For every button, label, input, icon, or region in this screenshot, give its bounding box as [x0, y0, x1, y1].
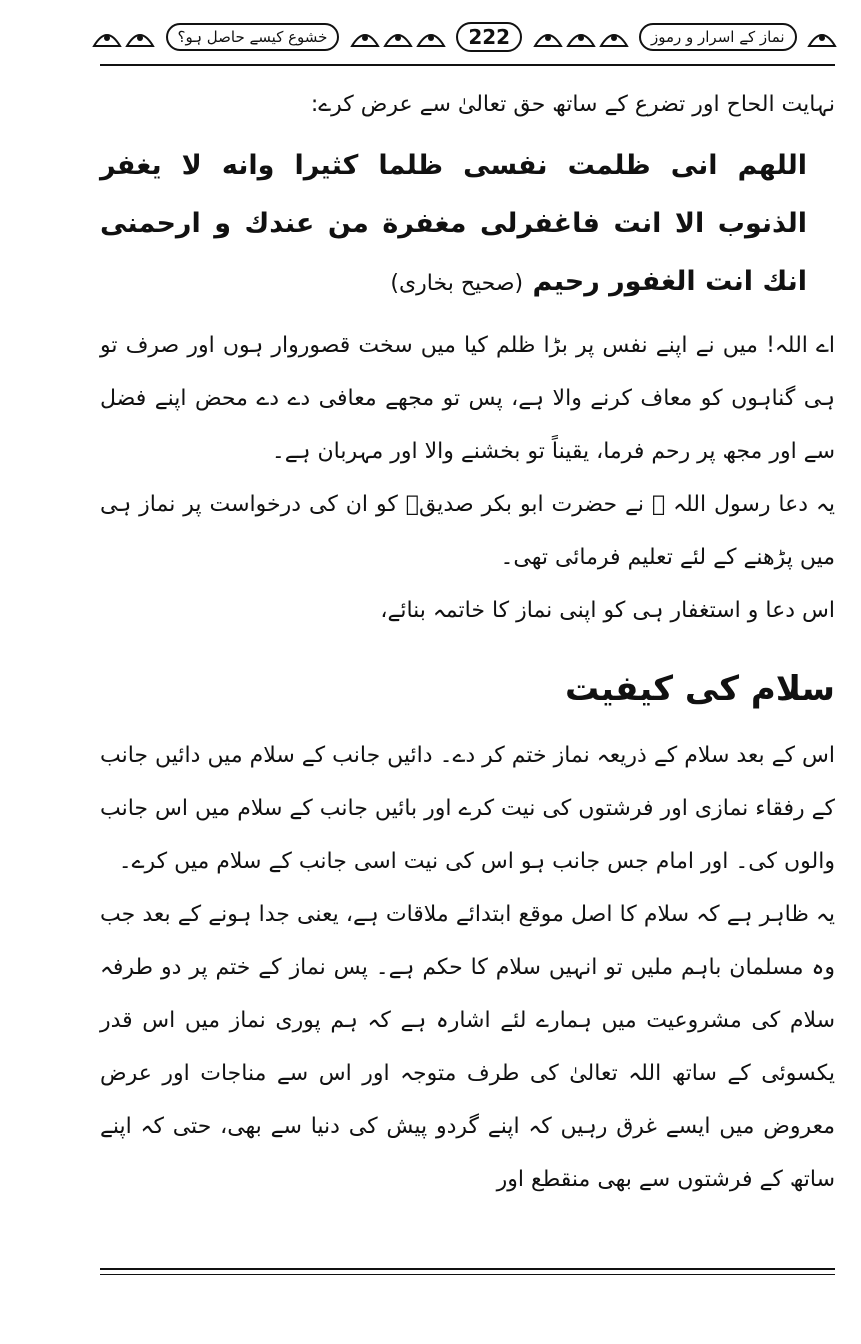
page-number: 222: [456, 22, 522, 52]
floral-ornament-icon: [350, 26, 380, 48]
ornament-row-left: [92, 26, 155, 48]
page-header: [92, 14, 837, 60]
paragraph-salam-method: اس کے بعد سلام کے ذریعہ نماز ختم کر دے۔ دائیں جانب کے سلام میں دائیں جانب کے رفقاء نمازی اور فرشتوں کی نیت کرے اور بائیں جانب کے سلام میں اس جانب والوں کی۔ اور امام جس جانب ہو اس کی نیت اسی جانب کے سلام میں کرے۔: [100, 743, 835, 874]
floral-ornament-icon: [566, 26, 596, 48]
ornament-row-right: [807, 26, 837, 48]
section-heading: سلام کی کیفیت: [564, 669, 835, 709]
floral-ornament-icon: [599, 26, 629, 48]
footer-divider: [100, 1268, 835, 1270]
arabic-dua: [100, 137, 835, 313]
book-title: نماز کے اسرار و رموز: [639, 23, 797, 51]
dua-text: اللهم انی ظلمت نفسی ظلما كثيرا وانه لا يغفر الذنوب الا انت فاغفرلی مغفرة من عندك و ارحمنی انك انت الغفور رحيم: [100, 150, 807, 297]
section-title: خشوع کیسے حاصل ہو؟: [166, 23, 340, 51]
dua-context: یہ دعا رسول اللہ ﷺ نے حضرت ابو بکر صدیقؓ کو ان کی درخواست پر نماز ہی میں پڑھنے کے لئے تعلیم فرمائی تھی۔: [100, 492, 835, 570]
floral-ornament-icon: [416, 26, 446, 48]
intro-line: نہایت الحاح اور تضرع کے ساتھ حق تعالیٰ سے عرض کرے:: [310, 92, 835, 117]
floral-ornament-icon: [92, 26, 122, 48]
ornament-row-middle-right: [533, 26, 629, 48]
page-body: [100, 78, 835, 1206]
paragraph-salam-meaning: یہ ظاہر ہے کہ سلام کا اصل موقع ابتدائے ملاقات ہے، یعنی جدا ہونے کے بعد جب وہ مسلمان باہم ملیں تو انہیں سلام کا حکم ہے۔ پس نماز کے ختم پر دو طرفہ سلام کی مشروعیت میں ہمارے لئے اشارہ ہے کہ ہم پوری نماز میں اس قدر یکسوئی کے ساتھ اللہ تعالیٰ کی طرف متوجہ اور اس سے مناجات اور عرض معروض میں ایسے غرق رہیں کہ اپنے گردو پیش کی دنیا سے بھی، حتی کہ اپنے ساتھ کے فرشتوں سے بھی منقطع اور: [100, 902, 835, 1192]
dua-translation: اے اللہ! میں نے اپنے نفس پر بڑا ظلم کیا میں سخت قصوروار ہوں اور صرف تو ہی گناہوں کو معاف کرنے والا ہے، پس تو مجھے معافی دے دے محض اپنے فضل سے اور مجھ پر رحم فرما، یقیناً تو بخشنے والا اور مہربان ہے۔: [100, 333, 835, 464]
dua-source: (صحیح بخاری): [390, 271, 524, 296]
floral-ornament-icon: [383, 26, 413, 48]
floral-ornament-icon: [125, 26, 155, 48]
ornament-row-middle-left: [350, 26, 446, 48]
footer-divider-thin: [100, 1274, 835, 1275]
header-divider: [100, 64, 835, 66]
floral-ornament-icon: [807, 26, 837, 48]
closing-instruction: اس دعا و استغفار ہی کو اپنی نماز کا خاتمہ بنائے،: [380, 598, 835, 623]
floral-ornament-icon: [533, 26, 563, 48]
